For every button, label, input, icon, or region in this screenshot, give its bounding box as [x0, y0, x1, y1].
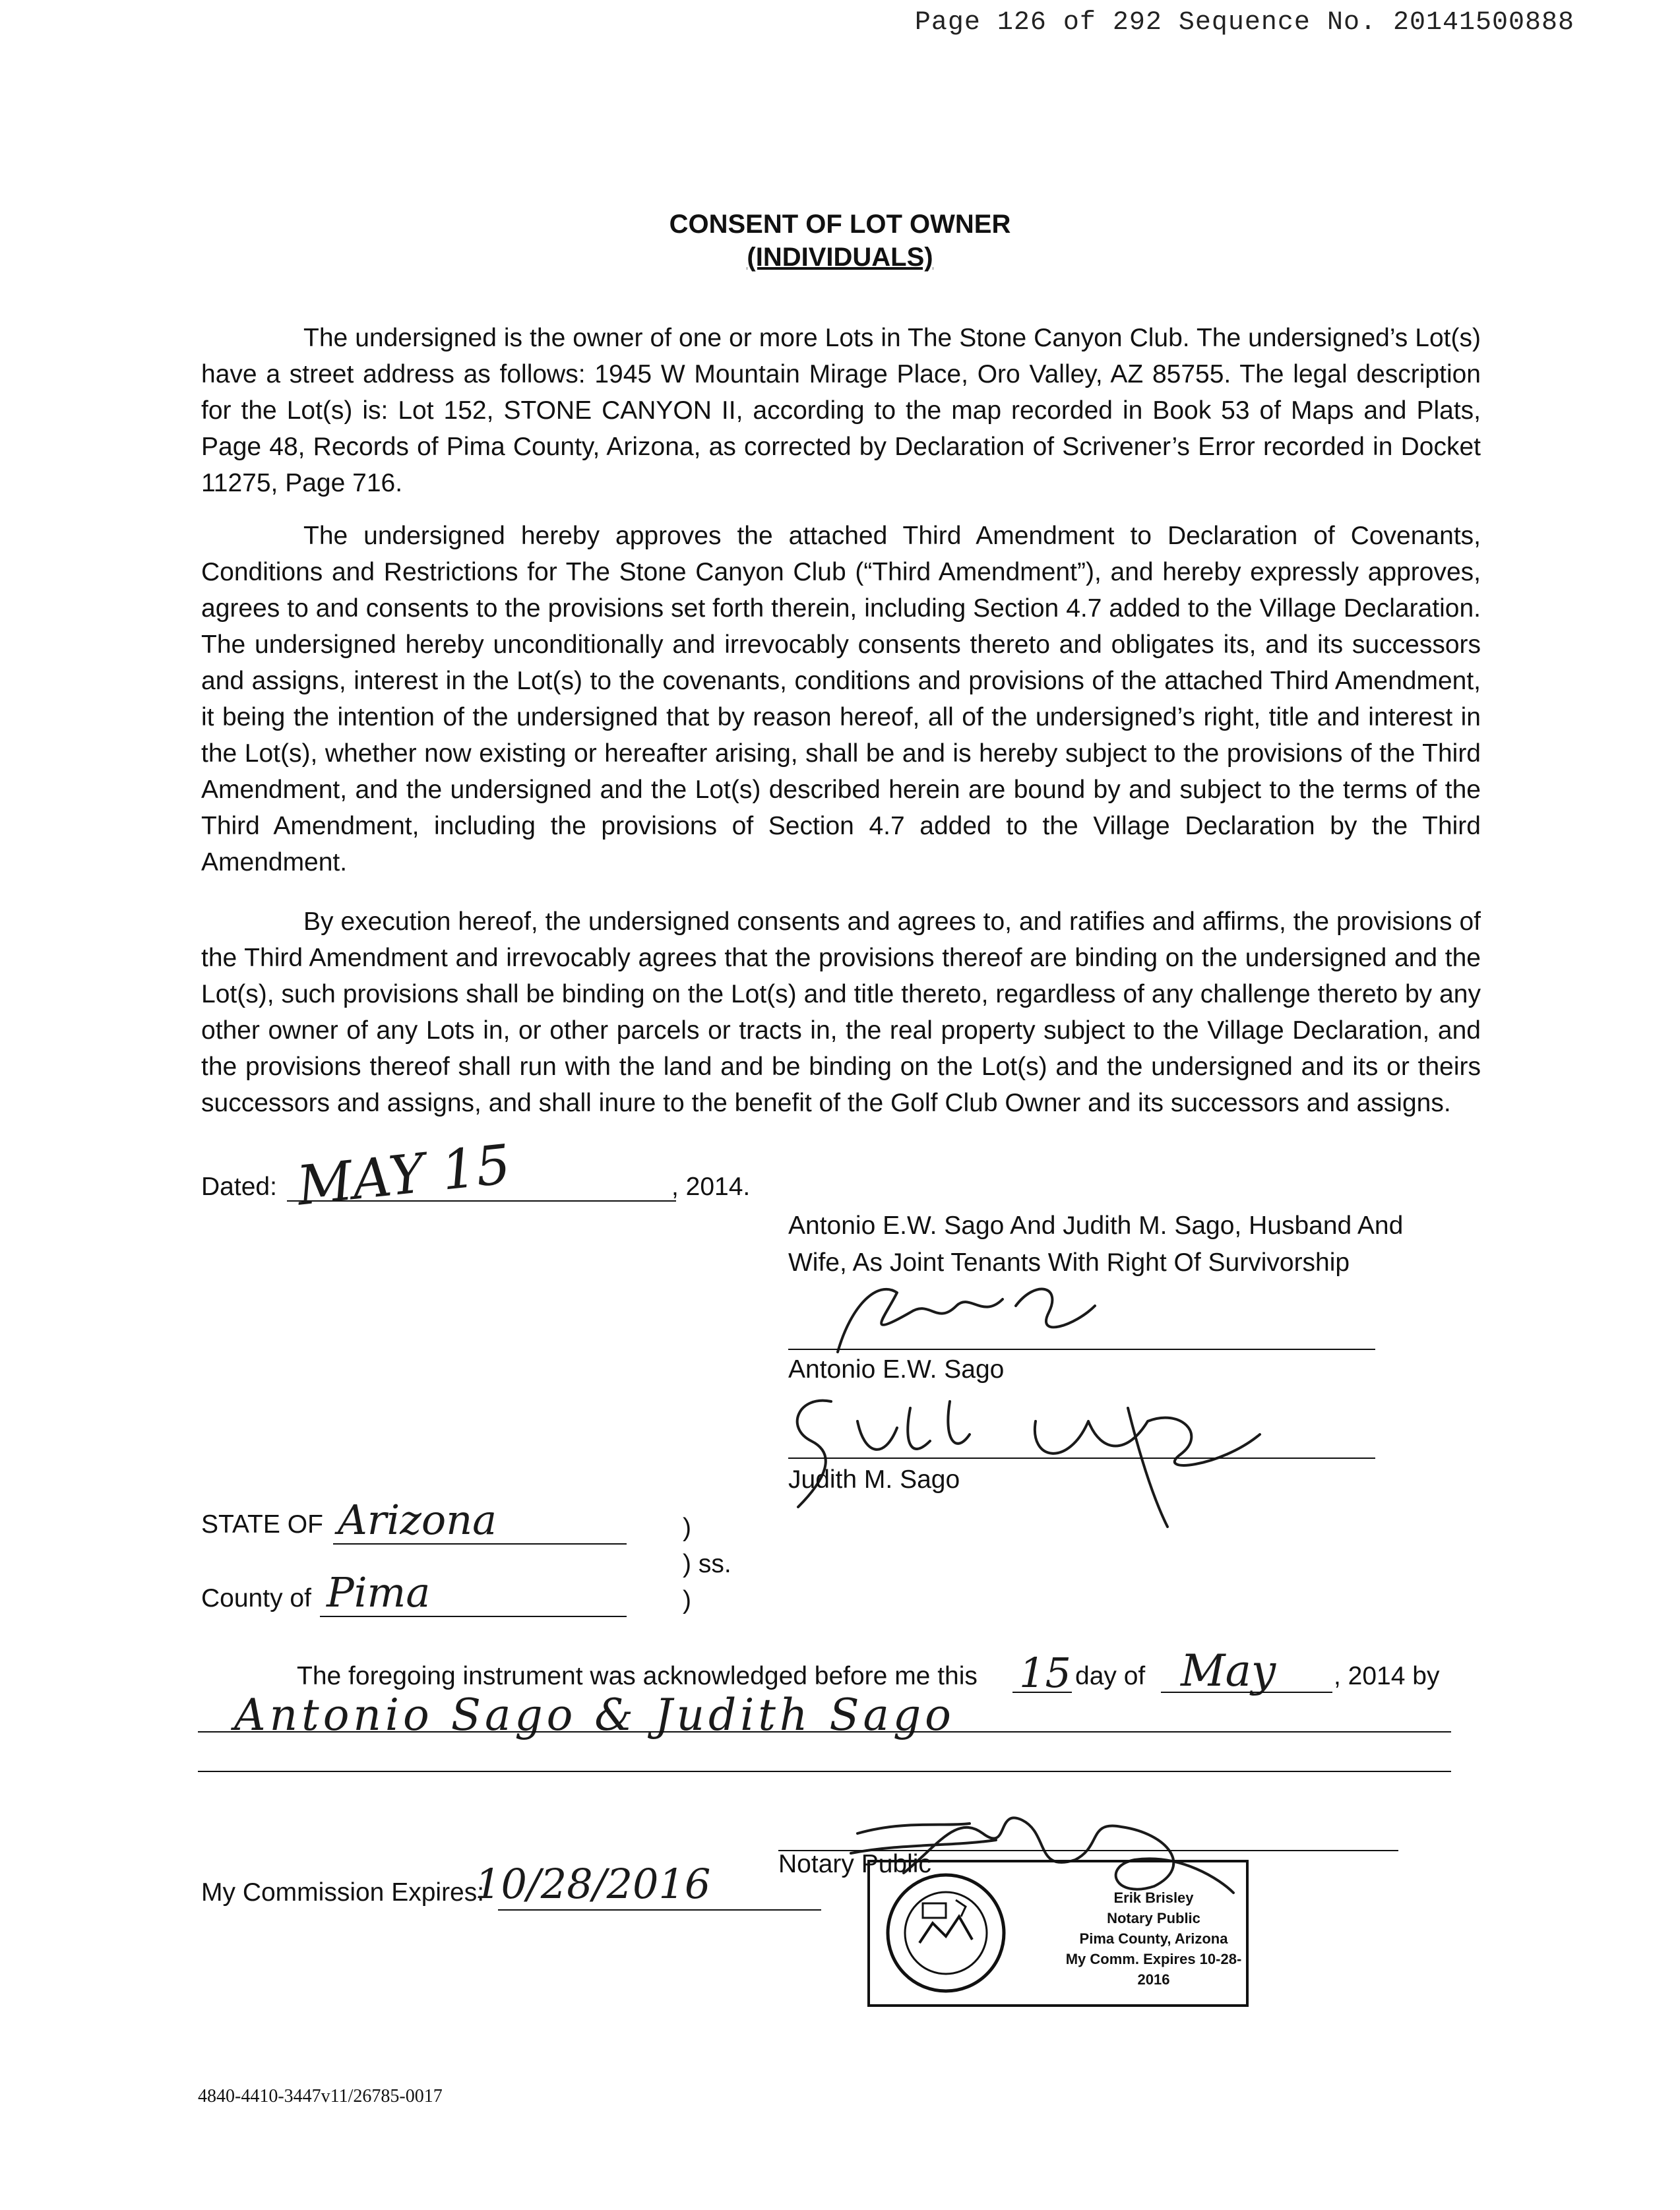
ack-month-handwritten: May: [1181, 1645, 1276, 1696]
signature-antonio: [798, 1266, 1207, 1359]
signature-line-2: [788, 1458, 1375, 1459]
signer-1-name: Antonio E.W. Sago: [788, 1355, 1005, 1384]
document-subtitle: (INDIVIDUALS): [747, 243, 933, 272]
ack-day-handwritten: 15: [1019, 1649, 1071, 1697]
county-handwritten: Pima: [327, 1568, 431, 1616]
ack-day-line: [1012, 1692, 1072, 1693]
footer-document-id: 4840-4410-3447v11/26785-0017: [198, 2086, 443, 2106]
signer-2-name: Judith M. Sago: [788, 1465, 960, 1494]
notary-seal-text: Erik Brisley Notary Public Pima County, Arizona My Comm. Expires 10-28-2016: [1065, 1889, 1242, 1988]
ack-names-line-2: [198, 1771, 1451, 1772]
document-title: CONSENT OF LOT OWNER: [669, 210, 1011, 239]
county-line: [320, 1616, 627, 1617]
paragraph-approval: The undersigned hereby approves the attached Third Amendment to Declaration of Covenants, Conditions and Restrictions for The Stone Canyon Club (“Third Amendment”), and hereby expressly approves, agrees to and consents to the provisions set forth therein, including Section 4.7 added to the Village Declaration. The undersigned hereby unconditionally and irrevocably consents thereto and obligates its, and its successors and assigns, interest in the Lot(s) to the covenants, conditions and provisions of the attached Third Amendment, it being the intention of the undersigned that by reason hereof, all of the undersigned’s right, title and interest in the Lot(s), whether now existing or hereafter arising, shall be and is hereby subject to the provisions of the Third Amendment, and the undersigned and the Lot(s) described herein are bound by and subject to the terms of the Third Amendment, including the provisions of Section 4.7 added to the Village Declaration by the Third Amendment.: [201, 522, 1481, 876]
owners-line-1: Antonio E.W. Sago And Judith M. Sago, Husband And: [788, 1212, 1404, 1240]
county-label: County of: [201, 1584, 311, 1612]
ack-year-by: , 2014 by: [1334, 1662, 1440, 1690]
paren-1: ): [683, 1514, 691, 1542]
notary-seal-stamp: [867, 1860, 1249, 2007]
page-sequence-header: Page 126 of 292 Sequence No. 20141500888: [914, 8, 1574, 38]
owners-line-2: Wife, As Joint Tenants With Right Of Survivorship: [788, 1248, 1350, 1277]
state-line: [333, 1543, 627, 1545]
dated-year: , 2014.: [671, 1173, 751, 1201]
ack-month-line: [1161, 1692, 1332, 1693]
ack-text: The foregoing instrument was acknowledged before me this: [297, 1662, 978, 1690]
dated-label: Dated:: [201, 1173, 277, 1201]
state-seal-icon: [883, 1870, 1009, 1996]
ack-names-handwritten: Antonio Sago & Judith Sago: [234, 1690, 955, 1740]
paragraph-execution: By execution hereof, the undersigned consents and agrees to, and ratifies and affirms, the provisions of the Third Amendment and irrevocably agrees that the provisions thereof are binding on the undersigned and the Lot(s), such provisions shall be binding on the Lot(s) and title thereto, regardless of any challenge thereto by any other owner of any Lots in, or other parcels or tracts in, the real property subject to the Village Declaration, and the provisions thereof shall run with the land and be binding on the Lot(s) and the undersigned and its or theirs successors and assigns, and shall inure to the benefit of the Golf Club Owner and its successors and assigns.: [201, 907, 1481, 1117]
paren-2: ): [683, 1586, 691, 1614]
state-handwritten: Arizona: [338, 1496, 497, 1544]
ss-label: ) ss.: [683, 1550, 731, 1578]
commission-date-handwritten: 10/28/2016: [475, 1860, 711, 1908]
ack-names-line-1: [198, 1731, 1451, 1733]
signature-line-1: [788, 1349, 1375, 1350]
state-label: STATE OF: [201, 1510, 323, 1539]
dated-handwritten: MAY 15: [294, 1133, 514, 1218]
commission-label: My Commission Expires:: [201, 1878, 485, 1907]
paragraph-lot-description: The undersigned is the owner of one or more Lots in The Stone Canyon Club. The undersigned’s Lot(s) have a street address as follows: 1945 W Mountain Mirage Place, Oro Valley, AZ 85755. The legal description for the Lot(s) is: Lot 152, STONE CANYON II, according to the map recorded in Book 53 of Maps and Plats, Page 48, Records of Pima County, Arizona, as corrected by Declaration of Scrivener’s Error recorded in Docket 11275, Page 716.: [201, 324, 1481, 497]
ack-day-of: day of: [1075, 1662, 1146, 1690]
commission-line: [498, 1909, 821, 1911]
notary-public-label: Notary Public: [778, 1850, 931, 1878]
